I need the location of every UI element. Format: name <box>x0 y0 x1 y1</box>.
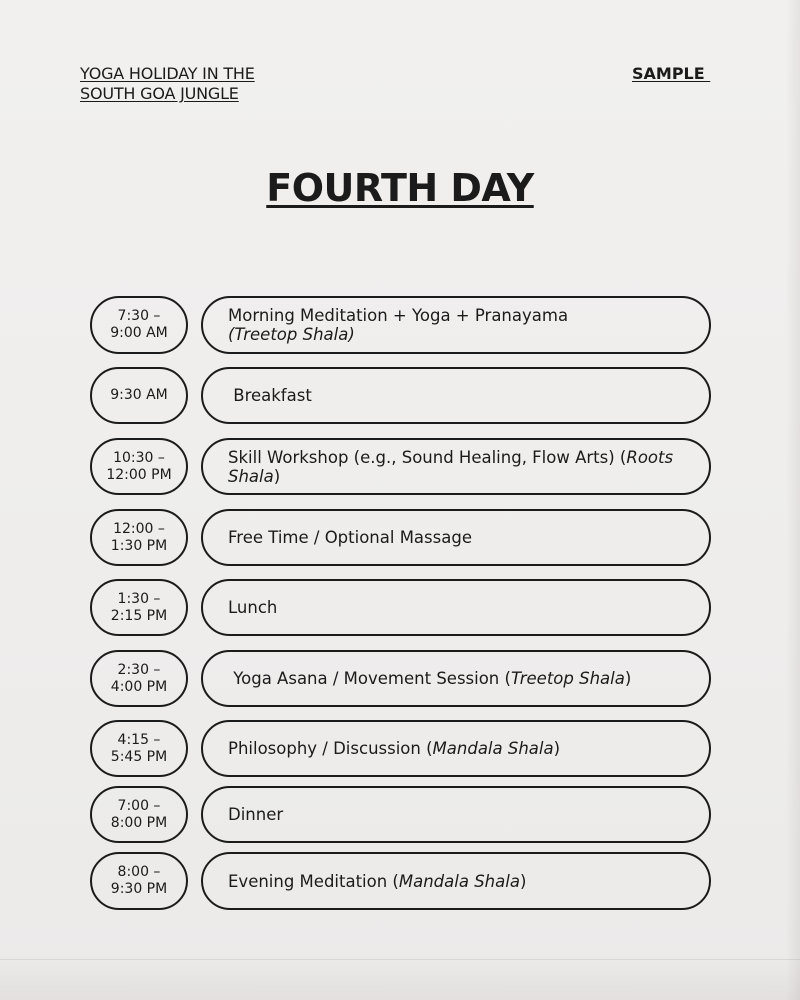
time-end: 12:00 PM <box>106 466 172 483</box>
schedule-row <box>0 786 800 843</box>
activity-text-end: ) <box>553 739 561 758</box>
time-start: 9:30 AM <box>110 387 168 403</box>
time-end: 9:00 AM <box>110 325 168 341</box>
time-end: 5:45 PM <box>110 748 168 765</box>
activity-venue: Mandala Shala <box>398 871 520 891</box>
activity-venue: Mandala Shala <box>432 739 554 758</box>
sample-label: SAMPLE <box>632 64 711 83</box>
schedule-row <box>0 509 800 566</box>
activity-line-1 <box>228 528 681 547</box>
time-start: 8:00 – <box>117 864 161 880</box>
activity-line-1 <box>228 386 681 405</box>
schedule-row <box>0 296 800 354</box>
schedule-row <box>0 438 800 495</box>
time-end: 8:00 PM <box>110 814 168 831</box>
activity-text: Evening Meditation ( <box>228 871 399 891</box>
activity-text: Breakfast <box>228 386 312 405</box>
time-end: 9:30 PM <box>110 881 168 897</box>
activity-line-1 <box>228 306 681 325</box>
time-end: 1:30 PM <box>110 537 168 554</box>
activity-text-end: ) <box>273 466 281 486</box>
paper-edge-bottom <box>0 959 800 1000</box>
activity-pill <box>201 579 711 636</box>
retreat-title <box>80 64 255 104</box>
activity-venue: (Treetop Shala) <box>228 325 355 344</box>
activity-text: Philosophy / Discussion ( <box>228 739 433 758</box>
activity-text-end: ) <box>519 871 527 891</box>
time-pill <box>90 650 188 707</box>
page-title: FOURTH DAY <box>266 166 534 210</box>
activity-venue: Roots <box>626 447 674 467</box>
activity-text: Dinner <box>228 805 284 824</box>
activity-venue: Treetop Shala <box>510 669 625 688</box>
paper-edge-right <box>786 0 800 1000</box>
time-pill <box>90 579 188 636</box>
time-start: 1:30 – <box>117 590 161 607</box>
activity-line-2 <box>228 325 681 344</box>
activity-pill <box>201 720 711 777</box>
activity-line-1 <box>228 872 681 891</box>
time-start: 7:30 – <box>117 308 161 324</box>
time-end: 4:00 PM <box>110 678 168 695</box>
time-pill <box>90 367 188 424</box>
time-start: 12:00 – <box>113 520 165 537</box>
time-pill <box>90 852 188 910</box>
activity-line-1 <box>228 669 681 688</box>
activity-line-1 <box>228 598 681 617</box>
time-pill <box>90 786 188 843</box>
activity-line-2 <box>228 467 681 486</box>
retreat-title-line-2: SOUTH GOA JUNGLE <box>80 84 239 103</box>
time-pill <box>90 509 188 566</box>
activity-text: Yoga Asana / Movement Session ( <box>228 669 511 688</box>
time-start: 7:00 – <box>117 797 161 814</box>
activity-text: Free Time / Optional Massage <box>228 528 472 547</box>
time-pill <box>90 720 188 777</box>
activity-text: Morning Meditation + Yoga + Pranayama <box>228 306 569 325</box>
activity-line-1 <box>228 805 681 824</box>
activity-text-end: ) <box>624 669 632 688</box>
time-pill <box>90 438 188 495</box>
schedule-row <box>0 720 800 777</box>
activity-text: Skill Workshop (e.g., Sound Healing, Flow Arts) ( <box>228 447 627 467</box>
activity-pill <box>201 438 711 495</box>
schedule-row <box>0 852 800 910</box>
time-end: 2:15 PM <box>110 607 168 624</box>
time-start: 2:30 – <box>117 661 161 678</box>
activity-venue: Shala <box>228 466 274 486</box>
activity-pill <box>201 852 711 910</box>
retreat-title-line-1: YOGA HOLIDAY IN THE <box>80 64 255 83</box>
activity-pill <box>201 296 711 354</box>
activity-pill <box>201 786 711 843</box>
schedule-row <box>0 579 800 636</box>
activity-line-1 <box>228 448 681 467</box>
activity-text: Lunch <box>228 598 278 617</box>
activity-pill <box>201 367 711 424</box>
time-start: 4:15 – <box>117 731 161 748</box>
activity-line-1 <box>228 739 681 758</box>
time-pill <box>90 296 188 354</box>
time-start: 10:30 – <box>113 449 165 466</box>
activity-pill <box>201 509 711 566</box>
schedule-row <box>0 650 800 707</box>
activity-pill <box>201 650 711 707</box>
schedule-row <box>0 367 800 424</box>
